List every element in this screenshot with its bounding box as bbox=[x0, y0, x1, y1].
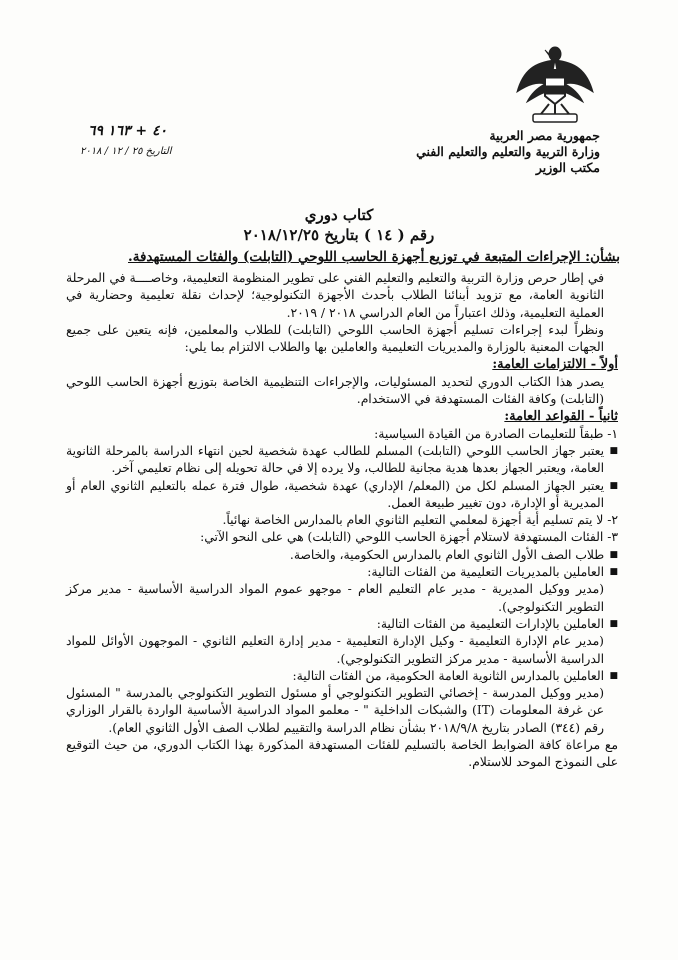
ministry-name: وزارة التربية والتعليم والتعليم الفني bbox=[416, 144, 600, 159]
country-name: جمهورية مصر العربية bbox=[489, 128, 600, 143]
closing-paragraph: مع مراعاة كافة الضوابط الخاصة بالتسليم للفئات المستهدفة المذكورة بهذا الكتاب الدوري، من حيث التوقيع على النموذج الموحد للاستلام. bbox=[66, 738, 618, 770]
reference-number: ٤٠ + ١٦٣ ٦٩ bbox=[88, 123, 168, 139]
office-name: مكتب الوزير bbox=[535, 160, 600, 175]
section-heading-general-obligations: أولاً - الالتزامات العامة: bbox=[492, 357, 618, 373]
rule-bullet: ■ طلاب الصف الأول الثانوي العام بالمدارس الحكومية، والخاصة. bbox=[66, 547, 618, 564]
rule-bullet: ■ العاملين بالإدارات التعليمية من الفئات التالية: bbox=[66, 616, 618, 633]
rule-bullet: ■ العاملين بالمديريات التعليمية من الفئات التالية: bbox=[66, 564, 618, 581]
rule-heading: ١- طبقاً للتعليمات الصادرة من القيادة السياسية: bbox=[374, 426, 618, 441]
bullet-detail: (مدير ووكيل المديرية - مدير عام التعليم العام - موجهو عموم المواد الدراسية الأساسية - مدير مركز التطوير التكنولوجي). bbox=[66, 582, 604, 614]
section-paragraph: يصدر هذا الكتاب الدوري لتحديد المسئوليات، والإجراءات التنظيمية الخاصة بتوزيع أجهزة الحاسب اللوحي (التابلت) وكافة الفئات المستهدفة في الاستخدام. bbox=[66, 374, 604, 407]
rule-text: ٢- لا يتم تسليم أية أجهزة لمعلمي التعليم الثانوي العام بالمدارس الخاصة نهائياً. bbox=[222, 513, 618, 528]
intro-paragraph-2: ونظراً لبدء إجراءات تسليم أجهزة الحاسب اللوحي (التابلت) للطلاب والمعلمين، فإنه يتعين على جميع الجهات المعنية بالوزارة والمديريات التعليمية والعاملين بها والطلاب الالتزام بما يلي: bbox=[66, 322, 604, 355]
document-body bbox=[66, 270, 618, 772]
document-type: كتاب دوري bbox=[304, 206, 374, 224]
section-heading-general-rules: ثانياً - القواعد العامة: bbox=[504, 409, 618, 425]
rule-bullet: ■ العاملين بالمدارس الثانوية العامة الحكومية، من الفئات التالية: bbox=[66, 668, 618, 685]
subject-line: بشأن: الإجراءات المتبعة في توزيع أجهزة الحاسب اللوحي (التابلت) والفئات المستهدفة. bbox=[128, 249, 620, 265]
bullet-detail: (مدير عام الإدارة التعليمية - وكيل الإدارة التعليمية - مدير إدارة التعليم الثانوي - الموجهون الأوائل للمواد الدراسية الأساسية - مدير مركز التطوير التكنولوجي). bbox=[66, 634, 604, 666]
rule-heading: ٣- الفئات المستهدفة لاستلام أجهزة الحاسب اللوحي (التابلت) هي على النحو الآتي: bbox=[200, 530, 618, 545]
reference-date: التاريخ ٢٥ / ١٢ / ٢٠١٨ bbox=[80, 146, 172, 157]
bullet-detail: (مدير ووكيل المدرسة - إخصائي التطوير التكنولوجي أو مسئول التطوير التكنولوجي بالمدرسة " المسئول عن غرفة المعلومات (IT) والشبكات الداخلية " - معلمو المواد الدراسية الأساسية الواردة بالقرار الوزاري رقم (٣٤٤) الصادر بتاريخ ٢٠١٨/٩/٨ بشأن نظام الدراسة والتقييم لطلاب الصف الأول الثانوي العام). bbox=[66, 686, 604, 735]
ministry-header bbox=[380, 128, 600, 176]
intro-paragraph: في إطار حرص وزارة التربية والتعليم والتعليم الفني على تطوير المنظومة التعليمية، وخاصــــة في المرحلة الثانوية العامة، مع تزويد أبنائنا الطلاب بأحدث الأجهزة التكنولوجية؛ لإحداث نقلة تعليمية وحضارية في العملية التعليمية، وذلك اعتباراً من العام الدراسي ٢٠١٨ / ٢٠١٩. bbox=[66, 271, 604, 320]
document-number: رقم ( ١٤ ) بتاريخ ٢٠١٨/١٢/٢٥ bbox=[243, 226, 435, 244]
rule-bullet: ■ يعتبر الجهاز المسلم لكل من (المعلم/ الإداري) عهدة شخصية، طوال فترة عمله بالتعليم الثانوي العام أو المديرية أو الإدارة، دون تغيير طبيعة العمل. bbox=[66, 478, 618, 513]
rule-bullet: ■ يعتبر جهاز الحاسب اللوحي (التابلت) المسلم للطالب عهدة شخصية لحين انتهاء الدراسة بالمرحلة الثانوية العامة، ويعتبر الجهاز بعدها هدية مجانية للطالب، ولا يرده إلا في حالة تحويله إلى نظام تعليمي آخر. bbox=[66, 443, 618, 478]
egypt-eagle-emblem bbox=[515, 40, 595, 135]
